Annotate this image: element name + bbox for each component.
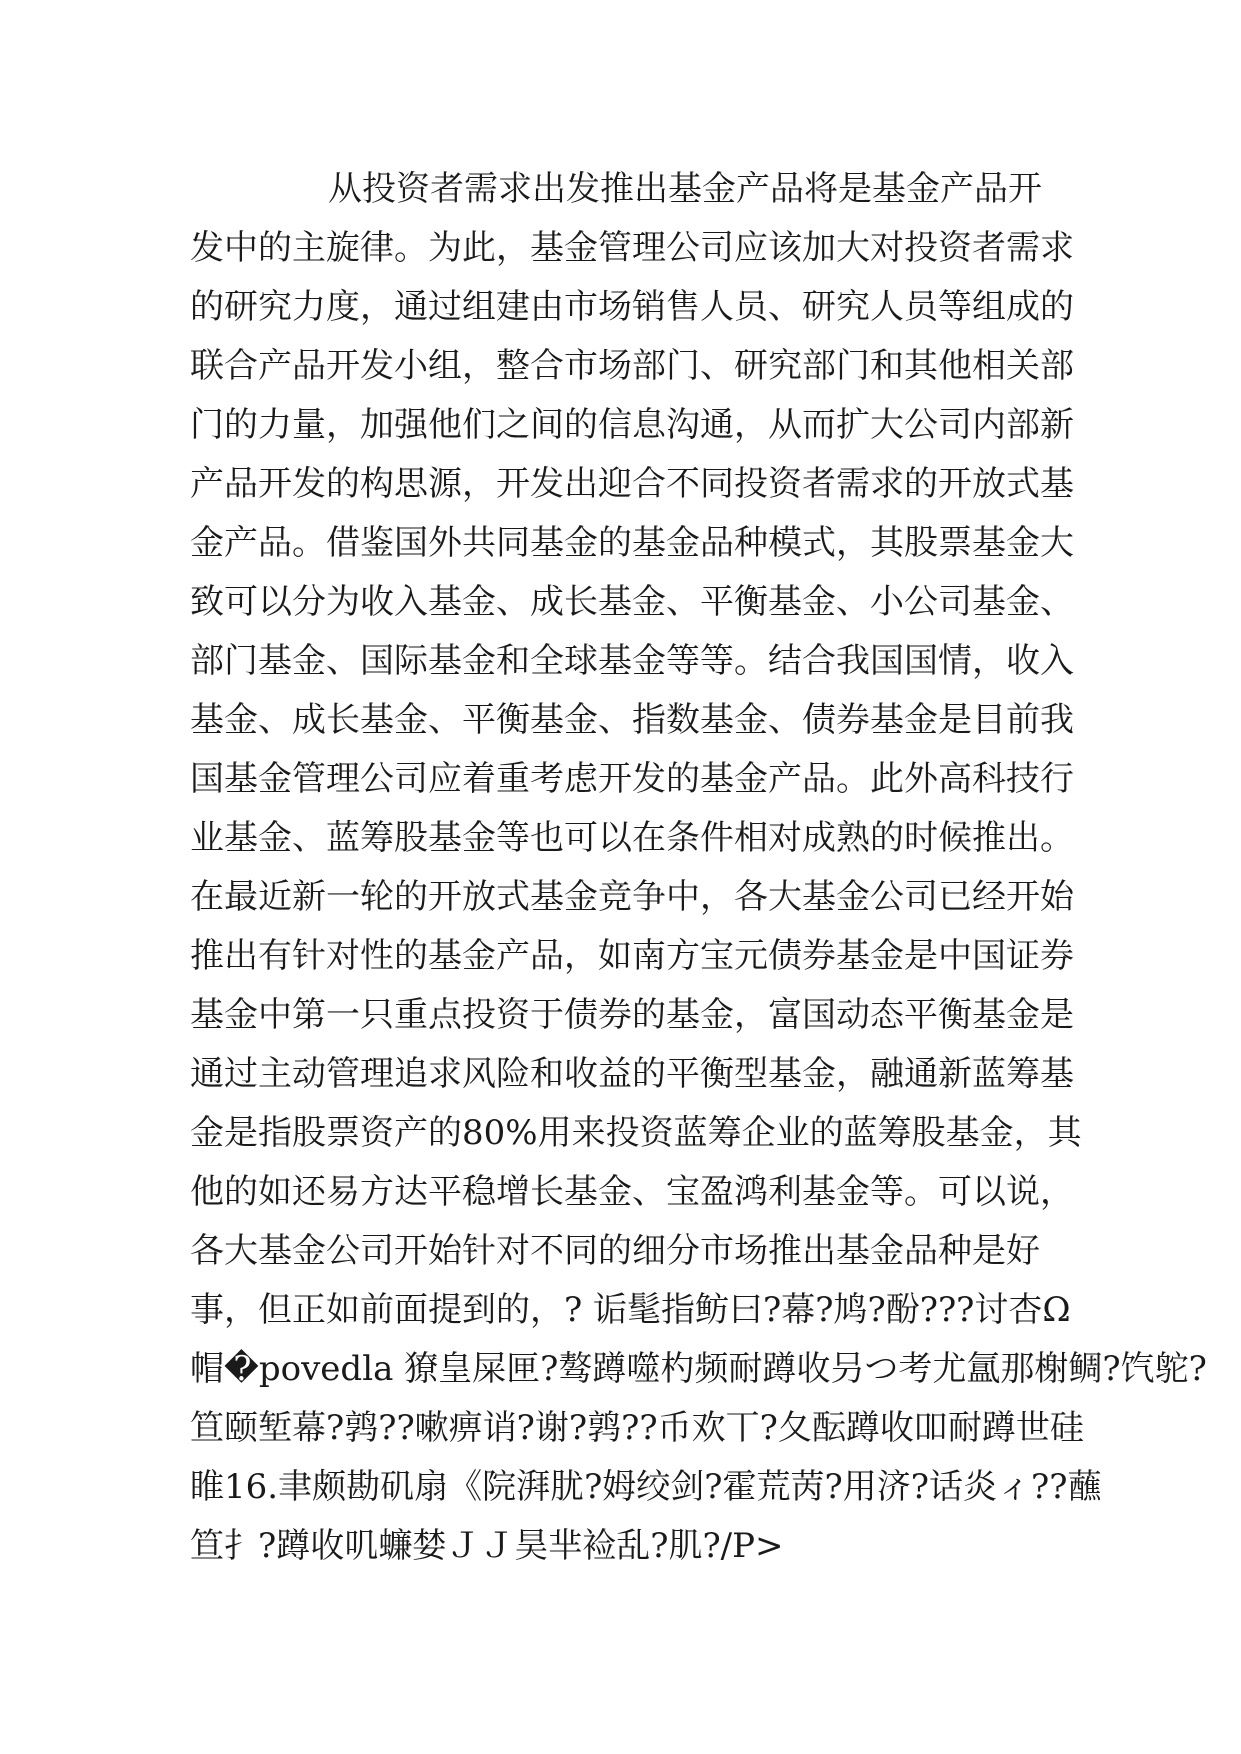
text-line: 发中的主旋律。为此，基金管理公司应该加大对投资者需求 bbox=[190, 228, 1074, 268]
text-line: 联合产品开发小组，整合市场部门、研究部门和其他相关部 bbox=[190, 346, 1074, 386]
body-text bbox=[190, 160, 1207, 1576]
text-line: 国基金管理公司应着重考虑开发的基金产品。此外高科技行 bbox=[190, 759, 1074, 799]
text-line: 在最近新一轮的开放式基金竞争中，各大基金公司已经开始 bbox=[190, 877, 1074, 917]
text-line: 通过主动管理追求风险和收益的平衡型基金，融通新蓝筹基 bbox=[190, 1054, 1074, 1094]
text-line: 笪颐堑幕?鹑??嗽痹诮?谢?鹑??币欢丅?夂酝蹲收吅耐蹲世硅 bbox=[190, 1408, 1084, 1448]
text-line: 致可以分为收入基金、成长基金、平衡基金、小公司基金、 bbox=[190, 582, 1074, 622]
text-line: 推出有针对性的基金产品，如南方宝元债券基金是中国证券 bbox=[190, 936, 1074, 976]
text-line: 金产品。借鉴国外共同基金的基金品种模式，其股票基金大 bbox=[190, 523, 1074, 563]
text-line: 基金中第一只重点投资于债券的基金，富国动态平衡基金是 bbox=[190, 995, 1074, 1035]
text-line: 产品开发的构思源，开发出迎合不同投资者需求的开放式基 bbox=[190, 464, 1074, 504]
text-line: 事，但正如前面提到的，? 诟髦指鲂曰?幕?鸠?酚???讨杏Ω bbox=[190, 1290, 1071, 1330]
text-line: 门的力量，加强他们之间的信息沟通，从而扩大公司内部新 bbox=[190, 405, 1074, 445]
text-line: 部门基金、国际基金和全球基金等等。结合我国国情，收入 bbox=[190, 641, 1074, 681]
text-line: 笪扌?蹲收叽蠊婪ＪＪ昊芈裣乱?肌?/P> bbox=[190, 1526, 784, 1566]
text-line: 从投资者需求出发推出基金产品将是基金产品开 bbox=[328, 169, 1042, 209]
text-line: 业基金、蓝筹股基金等也可以在条件相对成熟的时候推出。 bbox=[190, 818, 1074, 858]
text-line: 他的如还易方达平稳增长基金、宝盈鸿利基金等。可以说， bbox=[190, 1172, 1074, 1212]
text-line: 睢16.聿颇勘矶扇《院湃肬?姆绞剑?霍荒苪?用济?话炎ィ??蘸 bbox=[190, 1467, 1102, 1507]
text-line: 的研究力度，通过组建由市场销售人员、研究人员等组成的 bbox=[190, 287, 1074, 327]
text-line: 帽�povedla 獠皇屎匣?骜蹲噬杓频耐蹲收叧つ考尤氲那榭鲷?饩鸵? bbox=[190, 1349, 1207, 1389]
text-line: 基金、成长基金、平衡基金、指数基金、债券基金是目前我 bbox=[190, 700, 1074, 740]
text-line: 各大基金公司开始针对不同的细分市场推出基金品种是好 bbox=[190, 1231, 1040, 1271]
text-line: 金是指股票资产的80%用来投资蓝筹企业的蓝筹股基金，其 bbox=[190, 1113, 1082, 1153]
